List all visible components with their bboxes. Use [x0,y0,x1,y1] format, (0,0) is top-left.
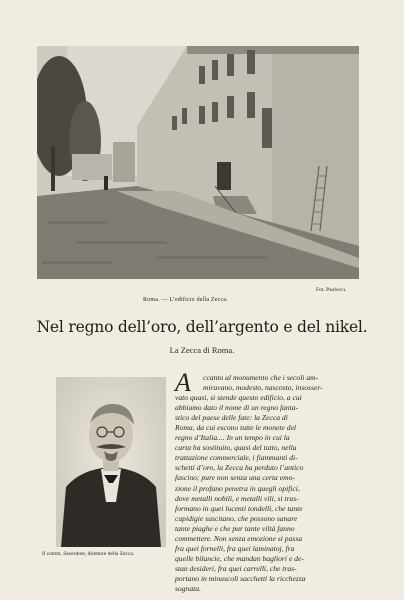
article-line: dove metalli nobili, e metalli vili, si tras- [175,493,299,503]
article-line: quelle bilancie, che mandan bagliori e de- [175,553,304,563]
article-line: trattazione commerciale, i fiammanti di- [175,453,298,463]
article-line: sognata. [175,583,201,593]
article-line: formano in quei lucenti tondelli, che tante [175,503,303,513]
article-line: stico del paese delle fate: la Zecca di [175,413,288,423]
article-line: fra quei fornelli, fra quei laminatoj, fra [175,543,295,553]
building-photo [37,46,359,279]
article-line: vato quasi, si stende questo edificio, a cui [175,393,302,403]
article-line: Roma, da cui escono tutte le monete del [175,423,297,433]
article-subtitle: La Zecca di Roma. [169,345,235,355]
drop-cap: A [175,368,191,397]
photo-caption: Roma. — L’edificio della Zecca. [143,297,228,303]
article-line: tante piaghe e che pur tante viltà fanno [175,523,295,533]
article-line: stan desideri, fra quei carrelli, che tras- [175,563,297,573]
article-line: abbiamo dato il nome di un regno fanta- [175,403,299,413]
photo-credit: Fot. Paoloccì. [316,287,347,293]
article-line: carta ha sostituito, quasi del tutto, nella [175,443,297,453]
portrait-photo [56,377,166,547]
article-line: portano in minuscoli sacchetti la ricchezza [175,573,306,583]
article-body [175,373,363,594]
article-line: cupidigie suscitano, che possono sanare [175,513,298,523]
article-line: zione il profano penetra in quegli opifici, [175,483,300,493]
article-line: schetti d’oro, la Zecca ha perduto l’antico [175,463,304,473]
article-line: commettere. Non senza emozione si passa [175,533,303,543]
portrait-caption: Il comm. Sacerdote, direttore della Zecca. [42,551,135,557]
article-line: ccanto al monumento che i secoli am- [203,373,319,382]
article-line: regno d’Italia.... In un tempo in cui la [175,433,290,443]
article-line: fascino; pure non senza una certa emo- [175,473,295,483]
article-line: miravano, modesto, nascosto, insosser- [203,383,323,393]
article-title: Nel regno dell’oro, dell’argento e del nikel. [36,318,368,336]
